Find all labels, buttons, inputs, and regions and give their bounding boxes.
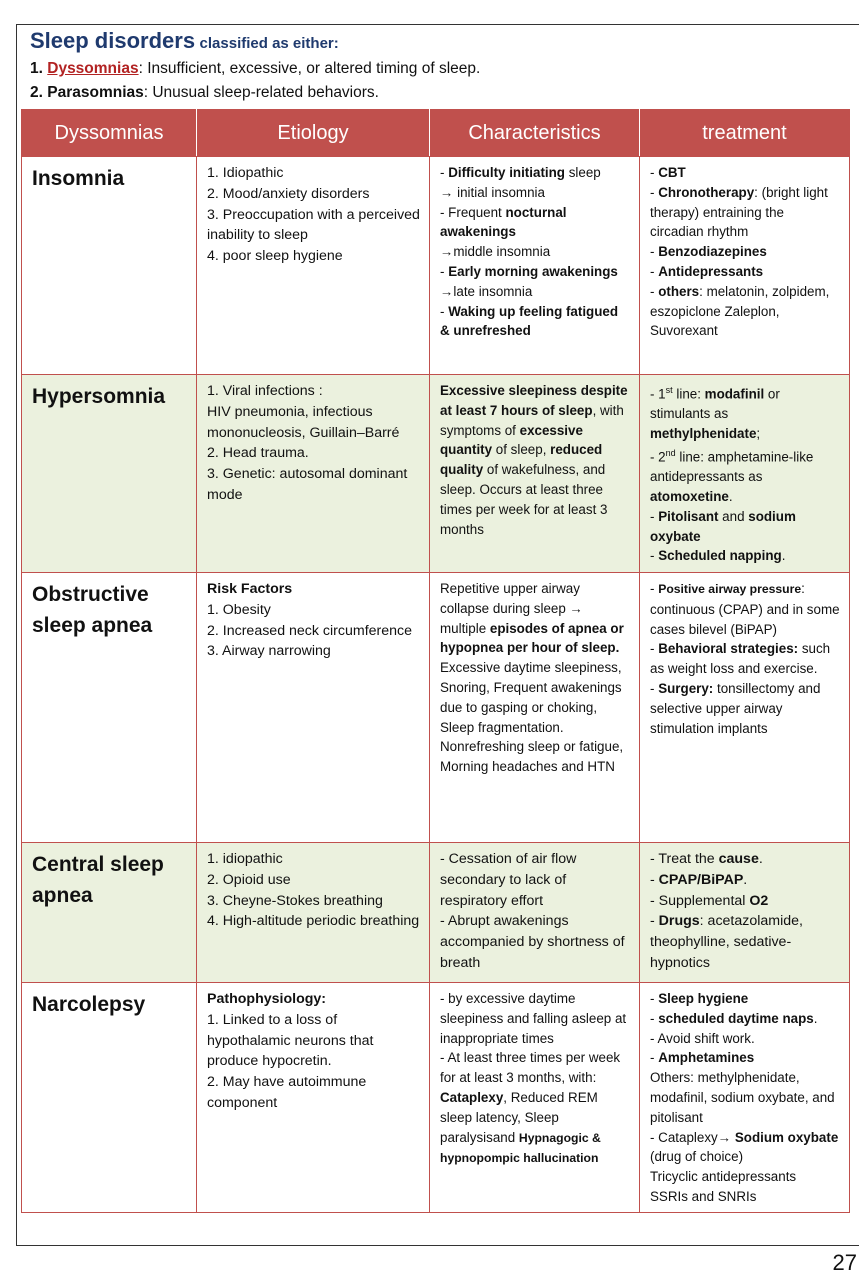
disorder-name: Insomnia [32, 167, 125, 190]
etiology-cell: Pathophysiology: 1. Linked to a loss of hypothalamic neurons that produce hypocretin. 2. May have autoimmune component [197, 983, 430, 1213]
characteristics-cell: Excessive sleepiness despite at least 7 hours of sleep, with symptoms of excessive quantity of sleep, reduced quality of wakefulness, and sleep. Occurs at least three times per week for at least 3 months [430, 375, 640, 573]
characteristics-cell: Repetitive upper airway collapse during sleep → multiple episodes of apnea or hypopnea per hour of sleep. Excessive daytime sleepiness, Snoring, Frequent awakenings due to gasping or choking, Sleep fragmentation. Nonrefreshing sleep or fatigue, Morning headaches and HTN [430, 573, 640, 843]
table-row [22, 375, 850, 573]
disorder-name: Narcolepsy [32, 993, 146, 1016]
disorder-cell [22, 157, 197, 375]
disorder-cell [22, 983, 197, 1213]
etiology-cell: 1. Viral infections : HIV pneumonia, infectious mononucleosis, Guillain–Barré 2. Head trauma. 3. Genetic: autosomal dominant mode [197, 375, 430, 573]
treatment-cell: - Treat the cause. - CPAP/BiPAP. - Supplemental O2 - Drugs: acetazolamide, theophylline, sedative-hypnotics [640, 843, 850, 983]
characteristics-cell: - Difficulty initiating sleep → initial insomnia - Frequent nocturnal awakenings →middle insomnia - Early morning awakenings →late insomnia - Waking up feeling fatigued & unrefreshed [430, 157, 640, 375]
table-row [22, 983, 850, 1213]
disorder-name: Obstructive sleep apnea [32, 583, 153, 637]
disorder-cell [22, 573, 197, 843]
page-number: 27 [832, 1250, 857, 1275]
document-heading [30, 28, 850, 105]
sleep-disorders-table [21, 109, 850, 1213]
title-line [30, 28, 850, 57]
column-header-etiology: Etiology [197, 110, 430, 157]
column-header-characteristics: Characteristics [430, 110, 640, 157]
table-row [22, 843, 850, 983]
table-row [22, 157, 850, 375]
treatment-cell: - Sleep hygiene - scheduled daytime naps. - Avoid shift work. - Amphetamines Others: methylphenidate, modafinil, sodium oxybate, and pitolisant - Cataplexy→ Sodium oxybate (drug of choice) Tricyclic antidepressants SSRIs and SNRIs [640, 983, 850, 1213]
disorder-name: Hypersomnia [32, 385, 166, 408]
disorder-cell [22, 375, 197, 573]
table-header-row [22, 110, 850, 157]
page-title: Sleep disorders [30, 28, 196, 53]
parasomnias-term: Parasomnias [47, 84, 144, 101]
page-subtitle: classified as either: [199, 35, 339, 52]
table-row [22, 573, 850, 843]
etiology-cell: 1. Idiopathic 2. Mood/anxiety disorders 3. Preoccupation with a perceived inability to sleep 4. poor sleep hygiene [197, 157, 430, 375]
etiology-cell: Risk Factors 1. Obesity 2. Increased neck circumference 3. Airway narrowing [197, 573, 430, 843]
disorder-cell [22, 843, 197, 983]
column-header-dyssomnias: Dyssomnias [22, 110, 197, 157]
definition-dyssomnias: 1. Dyssomnias: Insufficient, excessive, or altered timing of sleep. [30, 60, 481, 77]
characteristics-cell: - by excessive daytime sleepiness and falling asleep at inappropriate times - At least three times per week for at least 3 months, with: Cataplexy, Reduced REM sleep latency, Sleep paralysisand Hypnagogic & hypnopompic hallucination [430, 983, 640, 1213]
column-header-treatment: treatment [640, 110, 850, 157]
characteristics-cell: - Cessation of air flow secondary to lack of respiratory effort - Abrupt awakenings accompanied by shortness of breath [430, 843, 640, 983]
definition-parasomnias: 2. Parasomnias: Unusual sleep-related behaviors. [30, 84, 379, 101]
treatment-cell: - CBT - Chronotherapy: (bright light therapy) entraining the circadian rhythm - Benzodiazepines - Antidepressants - others: melatonin, zolpidem, eszopiclone Zaleplon, Suvorexant [640, 157, 850, 375]
treatment-cell: - Positive airway pressure: continuous (CPAP) and in some cases bilevel (BiPAP) - Behavioral strategies: such as weight loss and exercise. - Surgery: tonsillectomy and selective upper airway stimulation implants [640, 573, 850, 843]
treatment-cell: - 1st line: modafinil or stimulants as methylphenidate; - 2nd line: amphetamine-like antidepressants as atomoxetine. - Pitolisant and sodium oxybate - Scheduled napping. [640, 375, 850, 573]
dyssomnias-term: Dyssomnias [47, 60, 139, 77]
disorder-name: Central sleep apnea [32, 853, 164, 907]
etiology-cell: 1. idiopathic 2. Opioid use 3. Cheyne-Stokes breathing 4. High-altitude periodic breathing [197, 843, 430, 983]
